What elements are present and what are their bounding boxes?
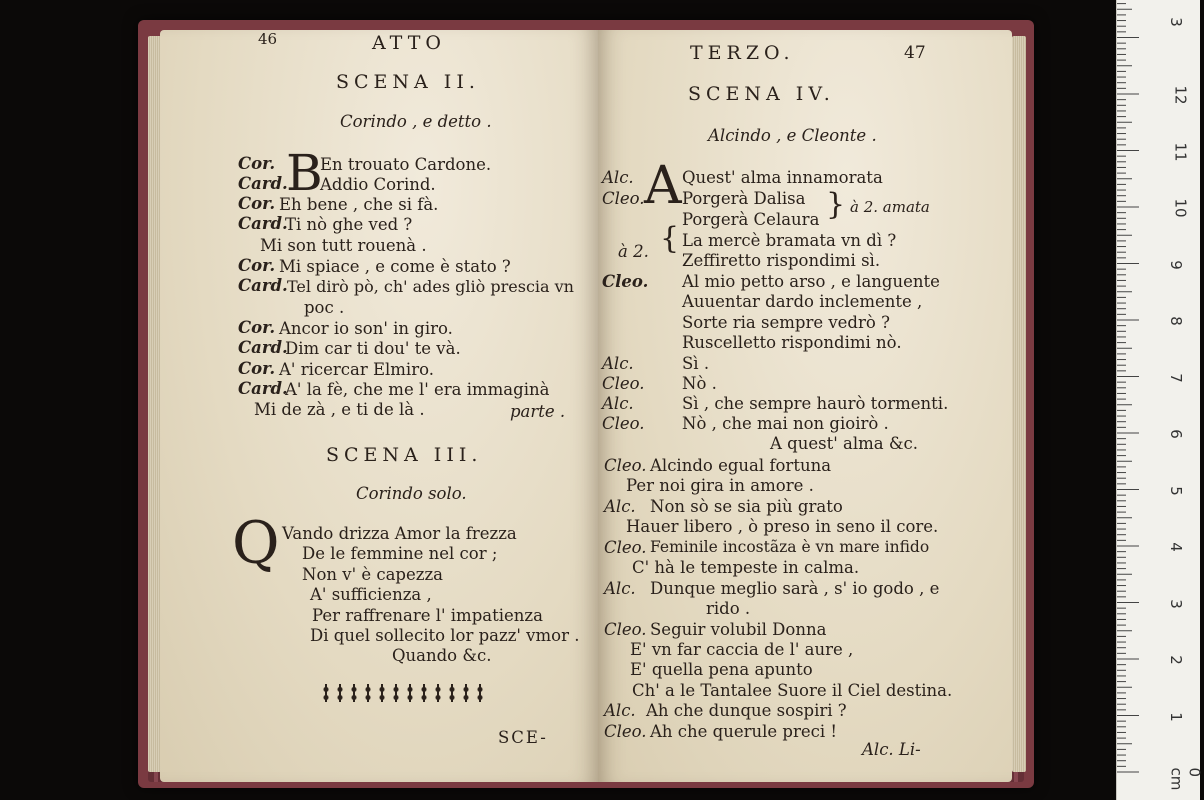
speaker: Card. bbox=[238, 338, 288, 357]
speaker: Cor. bbox=[238, 318, 276, 337]
dialogue-line: rido . bbox=[706, 599, 751, 618]
speaker: Card. bbox=[238, 379, 288, 398]
catchword-right: Alc. Li- bbox=[862, 740, 921, 759]
reprise-line: A quest' alma &c. bbox=[770, 434, 919, 453]
a2-marker-right: à 2. amata bbox=[850, 198, 930, 216]
dialogue-line: E' vn far caccia de l' aure , bbox=[630, 640, 854, 659]
dialogue-line: Hauer libero , ò preso in seno il core. bbox=[626, 517, 939, 536]
right-page-edges bbox=[1012, 36, 1026, 772]
ruler-label: 0 cm bbox=[1167, 767, 1204, 791]
speaker: Cor. bbox=[238, 194, 276, 213]
dialogue-line: Sì . bbox=[682, 354, 710, 373]
right-page bbox=[598, 30, 1012, 782]
ruler-label: 1 bbox=[1166, 711, 1185, 722]
dialogue-line: Seguir volubil Donna bbox=[650, 620, 827, 639]
book-spread bbox=[138, 20, 1034, 788]
dialogue-line: En trouato Cardone. bbox=[320, 155, 492, 174]
dialogue-line: C' hà le tempeste in calma. bbox=[632, 558, 860, 577]
scene-4-title: SCENA IV. bbox=[688, 83, 835, 105]
dialogue-line: Porgerà Celaura bbox=[682, 210, 820, 229]
ruler-label: 5 bbox=[1166, 485, 1185, 496]
verse-line: Quando &c. bbox=[392, 646, 492, 665]
scene-2-title: SCENA II. bbox=[336, 71, 480, 93]
brace-right: } bbox=[826, 187, 846, 222]
speaker: Card. bbox=[238, 276, 288, 295]
dialogue-line: Porgerà Dalisa bbox=[682, 189, 806, 208]
stage-direction-exit: parte . bbox=[510, 402, 566, 421]
ruler-label: 9 bbox=[1166, 259, 1185, 270]
drop-cap-a: A bbox=[644, 156, 682, 216]
speaker: Alc. bbox=[604, 497, 636, 516]
running-head-left: ATTO bbox=[372, 32, 446, 54]
dialogue-line: A' la fè, che me l' era immaginà bbox=[285, 380, 550, 399]
dialogue-line: Sorte ria sempre vedrò ? bbox=[682, 313, 890, 332]
dialogue-line: Mi de zà , e ti de là . bbox=[254, 400, 425, 419]
printer-ornament bbox=[320, 684, 486, 702]
dialogue-line: Ancor io son' in giro. bbox=[279, 319, 453, 338]
speaker: Alc. bbox=[604, 579, 636, 598]
dialogue-line: Mi spiace , e come è stato ? bbox=[279, 257, 511, 276]
speaker: Cleo. bbox=[602, 272, 649, 291]
drop-cap-b: B bbox=[286, 144, 323, 202]
drop-cap-q: Q bbox=[232, 509, 280, 577]
verse-line: Vando drizza Amor la frezza bbox=[282, 524, 517, 543]
dialogue-line: Non sò se sia più grato bbox=[650, 497, 843, 516]
dialogue-line: Ah che querule preci ! bbox=[650, 722, 838, 741]
dialogue-line: Quest' alma innamorata bbox=[682, 168, 883, 187]
dialogue-line: Per noi gira in amore . bbox=[626, 476, 814, 495]
speaker: Alc. bbox=[602, 394, 634, 413]
speaker: Cleo. bbox=[602, 414, 645, 433]
speaker: Cleo. bbox=[604, 538, 647, 557]
verse-line: A' sufficienza , bbox=[310, 585, 432, 604]
a2-marker-left: à 2. bbox=[618, 242, 649, 261]
dialogue-line: Ah che dunque sospiri ? bbox=[646, 701, 847, 720]
ruler-label: 10 bbox=[1171, 198, 1190, 218]
ruler-label: 12 bbox=[1171, 85, 1190, 105]
dialogue-line: Addio Corind. bbox=[320, 175, 436, 194]
speaker: Cleo. bbox=[602, 189, 645, 208]
speaker: Alc. bbox=[602, 168, 634, 187]
speaker: Card. bbox=[238, 174, 288, 193]
speaker: Cor. bbox=[238, 256, 276, 275]
speaker: Cleo. bbox=[604, 620, 647, 639]
speaker: Cleo. bbox=[604, 722, 647, 741]
scene-2-characters: Corindo , e detto . bbox=[340, 112, 492, 131]
dialogue-line: Sì , che sempre haurò tormenti. bbox=[682, 394, 949, 413]
running-head-right: TERZO. bbox=[690, 42, 795, 64]
verse-line: Per raffrenare l' impatienza bbox=[312, 606, 543, 625]
ruler-label: 7 bbox=[1166, 372, 1185, 383]
verse-line: De le femmine nel cor ; bbox=[302, 544, 498, 563]
scene-3-characters: Corindo solo. bbox=[356, 484, 467, 503]
ruler-label: 6 bbox=[1166, 429, 1185, 439]
speaker: Cor. bbox=[238, 154, 276, 173]
speaker: Card. bbox=[238, 214, 288, 233]
verse-line: Di quel sollecito lor pazz' vmor . bbox=[310, 626, 580, 645]
verse-line: Non v' è capezza bbox=[302, 565, 443, 584]
dialogue-line: Al mio petto arso , e languente bbox=[682, 272, 940, 291]
scene-3-title: SCENA III. bbox=[326, 444, 483, 466]
speaker: Alc. bbox=[602, 354, 634, 373]
speaker: Cor. bbox=[238, 359, 276, 378]
dialogue-line: Tel dirò pò, ch' ades gliò prescia vn bbox=[287, 277, 574, 296]
dialogue-line: Ch' a le Tantalee Suore il Ciel destina. bbox=[632, 681, 953, 700]
dialogue-line: A' ricercar Elmiro. bbox=[279, 360, 434, 379]
speaker: Cleo. bbox=[602, 374, 645, 393]
speaker: Alc. bbox=[604, 701, 636, 720]
dialogue-line: poc . bbox=[304, 298, 345, 317]
measuring-ruler bbox=[1116, 0, 1204, 800]
dialogue-line: Zeffiretto rispondimi sì. bbox=[682, 251, 881, 270]
dialogue-line: Ruscelletto rispondimi nò. bbox=[682, 333, 902, 352]
dialogue-line: La mercè bramata vn dì ? bbox=[682, 231, 897, 250]
page-number-left: 46 bbox=[258, 30, 278, 48]
dialogue-line: E' quella pena apunto bbox=[630, 660, 813, 679]
scene-4-characters: Alcindo , e Cleonte . bbox=[708, 126, 877, 145]
page-number-right: 47 bbox=[904, 43, 926, 63]
dialogue-line: Nò . bbox=[682, 374, 717, 393]
brace-left: { bbox=[660, 221, 680, 256]
dialogue-line: Dim car ti dou' te và. bbox=[285, 339, 461, 358]
ruler-ticks bbox=[1117, 0, 1201, 800]
catchword-left: SCE- bbox=[498, 728, 548, 747]
dialogue-line: Dunque meglio sarà , s' io godo , e bbox=[650, 579, 940, 598]
dialogue-line: Auuentar dardo inclemente , bbox=[682, 292, 923, 311]
dialogue-line: Feminile incostãza è vn mare infido bbox=[650, 538, 930, 556]
ruler-label: 3 bbox=[1166, 16, 1185, 27]
ruler-label: 2 bbox=[1166, 655, 1185, 665]
dialogue-line: Mi son tutt rouenà . bbox=[260, 236, 427, 255]
ruler-label: 4 bbox=[1166, 542, 1185, 552]
ruler-label: 8 bbox=[1166, 316, 1185, 326]
dialogue-line: Nò , che mai non gioirò . bbox=[682, 414, 889, 433]
dialogue-line: Alcindo egual fortuna bbox=[650, 456, 832, 475]
ruler-label: 3 bbox=[1166, 598, 1185, 609]
dialogue-line: Ti nò ghe ved ? bbox=[285, 215, 413, 234]
ruler-label: 11 bbox=[1171, 141, 1190, 162]
left-page bbox=[160, 30, 598, 782]
dialogue-line: Eh bene , che si fà. bbox=[279, 195, 439, 214]
speaker: Cleo. bbox=[604, 456, 647, 475]
